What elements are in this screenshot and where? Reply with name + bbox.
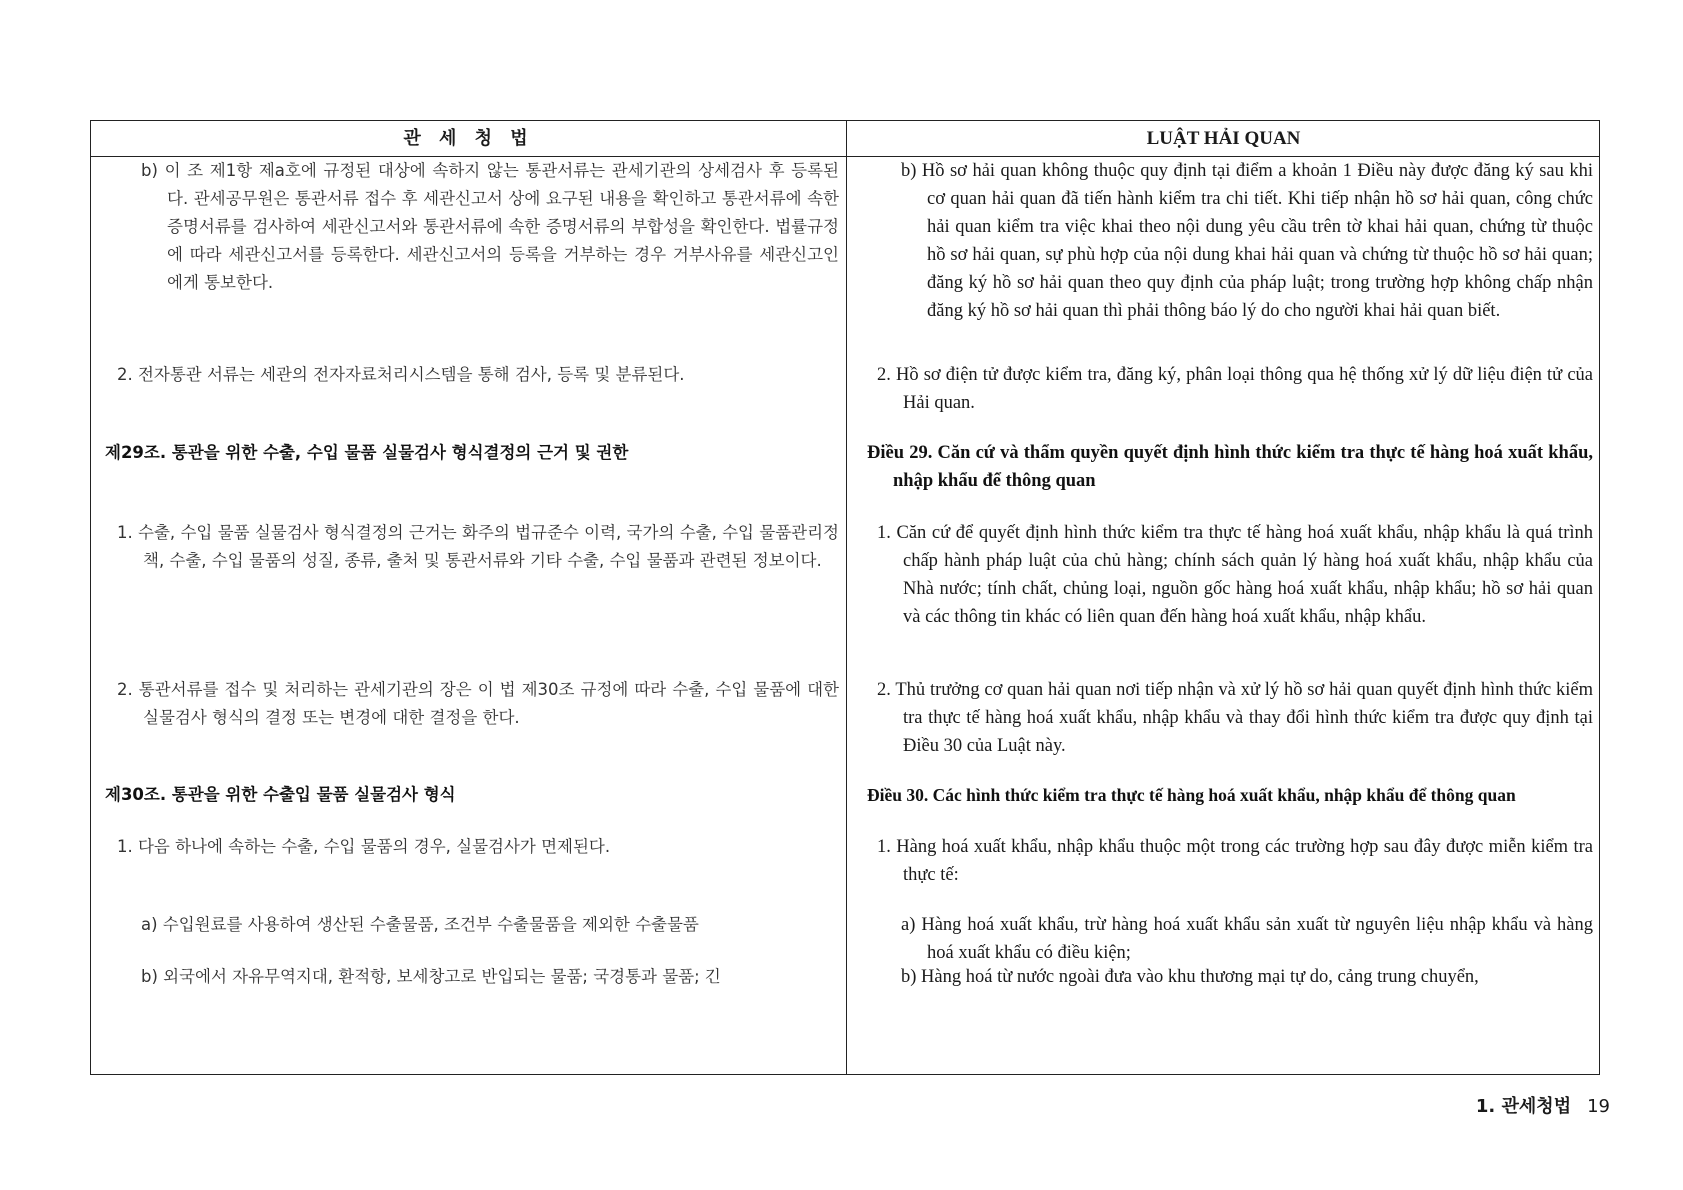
kr-article-29-item-2: 2. 통관서류를 접수 및 처리하는 관세기관의 장은 이 법 제30조 규정에 따라 수출, 수입 물품에 대한 실물검사 형식의 결정 또는 변경에 대한 결정을 한다. (117, 680, 839, 727)
kr-clause-b: b) 이 조 제1항 제a호에 규정된 대상에 속하지 않는 통관서류는 관세기관의 상세검사 후 등록된다. 관세공무원은 통관서류 접수 후 세관신고서 상에 요구된 내용을 확인하고 통관서류에 속한 증명서류를 검사하여 세관신고서와 통관서류에 속한 증명서류의 부합성을 확인한다. 법률규정에 따라 세관신고서를 등록한다. 세관신고서의 등록을 거부하는 경우 거부사유를 세관신고인에게 통보한다. (141, 161, 839, 292)
korean-column-title: 관 세 청 법 (403, 128, 534, 149)
kr-article-30-item-1b: b) 외국에서 자유무역지대, 환적항, 보세창고로 반입되는 물품; 국경통과 물품; 긴 (141, 967, 721, 986)
kr-article-29-item-1: 1. 수출, 수입 물품 실물검사 형식결정의 근거는 화주의 법규준수 이력, 국가의 수출, 수입 물품관리정책, 수출, 수입 물품의 성질, 종류, 출처 및 통관서류와 기타 수출, 수입 물품과 관련된 정보이다. (117, 523, 839, 570)
vn-article-30-item-1a: a) Hàng hoá xuất khẩu, trừ hàng hoá xuất khẩu sản xuất từ nguyên liệu nhập khẩu và hàng hoá xuất khẩu có điều kiện; (901, 915, 1593, 963)
vn-clause-b: b) Hồ sơ hải quan không thuộc quy định tại điểm a khoản 1 Điều này được đăng ký sau khi cơ quan hải quan đã tiến hành kiểm tra chi tiết. Khi tiếp nhận hồ sơ hải quan, công chức hải quan kiểm tra việc khai theo nội dung yêu cầu trên tờ khai hải quan, chứng từ thuộc hồ sơ hải quan, sự phù hợp của nội dung khai hải quan và chứng từ thuộc hồ sơ hải quan; đăng ký hồ sơ hải quan theo quy định của pháp luật; trong trường hợp không chấp nhận đăng ký hồ sơ hải quan thì phải thông báo lý do cho người khai hải quan biết. (901, 161, 1593, 321)
footer-section-title: 1. 관세청법 (1475, 1096, 1572, 1117)
vietnamese-column-title: LUẬT HẢI QUAN (1146, 128, 1301, 149)
vn-article-29-item-1: 1. Căn cứ để quyết định hình thức kiểm tra thực tế hàng hoá xuất khẩu, nhập khẩu là quá trình chấp hành pháp luật của chủ hàng; chính sách quản lý hàng hoá xuất khẩu, nhập khẩu của Nhà nước; tính chất, chủng loại, nguồn gốc hàng hoá xuất khẩu, nhập khẩu; hồ sơ hải quan và các thông tin khác có liên quan đến hàng hoá xuất khẩu, nhập khẩu. (877, 523, 1593, 627)
kr-item-2: 2. 전자통관 서류는 세관의 전자자료처리시스템을 통해 검사, 등록 및 분류된다. (117, 365, 685, 384)
page-footer (1476, 1092, 1610, 1118)
vn-article-30-item-1: 1. Hàng hoá xuất khẩu, nhập khẩu thuộc một trong các trường hợp sau đây được miễn kiểm tra thực tế: (877, 837, 1593, 885)
kr-article-29-heading: 제29조. 통관을 위한 수출, 수입 물품 실물검사 형식결정의 근거 및 권한 (105, 443, 629, 462)
kr-article-30-heading: 제30조. 통관을 위한 수출입 물품 실물검사 형식 (105, 785, 456, 804)
kr-article-30-item-1a: a) 수입원료를 사용하여 생산된 수출물품, 조건부 수출물품을 제외한 수출물품 (141, 915, 699, 934)
page-number: 19 (1587, 1096, 1610, 1117)
vn-article-30-item-1b: b) Hàng hoá từ nước ngoài đưa vào khu thương mại tự do, cảng trung chuyển, (901, 967, 1479, 987)
vn-item-2: 2. Hồ sơ điện tử được kiểm tra, đăng ký, phân loại thông qua hệ thống xử lý dữ liệu điện tử của Hải quan. (877, 365, 1593, 413)
vn-article-29-item-2: 2. Thủ trưởng cơ quan hải quan nơi tiếp nhận và xử lý hồ sơ hải quan quyết định hình thức kiểm tra thực tế hàng hoá xuất khẩu, nhập khẩu và thay đổi hình thức kiểm tra được quy định tại Điều 30 của Luật này. (877, 680, 1593, 756)
bilingual-table (90, 120, 1600, 1075)
vn-article-29-heading: Điều 29. Căn cứ và thẩm quyền quyết định hình thức kiểm tra thực tế hàng hoá xuất khẩu, nhập khẩu để thông quan (867, 443, 1593, 491)
kr-article-30-item-1: 1. 다음 하나에 속하는 수출, 수입 물품의 경우, 실물검사가 면제된다. (117, 837, 611, 856)
table-header (91, 121, 1599, 157)
column-divider (846, 121, 847, 1074)
vn-article-30-heading: Điều 30. Các hình thức kiểm tra thực tế hàng hoá xuất khẩu, nhập khẩu để thông quan (867, 785, 1516, 805)
